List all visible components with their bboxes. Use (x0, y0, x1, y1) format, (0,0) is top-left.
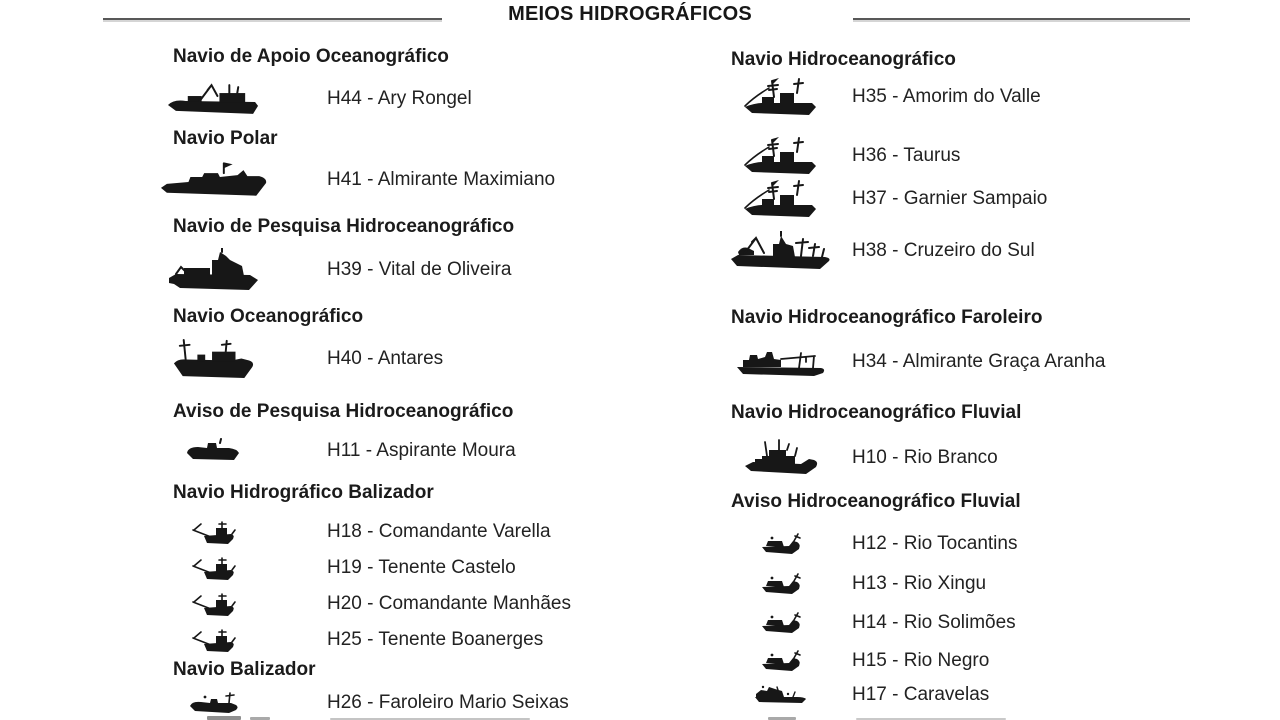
ship-buoy-tender-silhouette-icon (191, 554, 237, 581)
ship-fluvial-silhouette-icon (743, 439, 819, 476)
ship-icon-box (710, 611, 852, 635)
ship-row (710, 439, 1280, 476)
category-heading: Navio Hidrográfico Balizador (173, 482, 434, 503)
ship-hydroceanographic-silhouette-icon (742, 77, 820, 117)
ship-balizador-silhouette-icon (188, 690, 240, 715)
ship-oceanographic-silhouette-icon (170, 337, 258, 380)
ship-row (100, 626, 680, 653)
category-heading: Navio Polar (173, 128, 278, 149)
ship-label: H25 - Tenente Boanerges (327, 628, 544, 650)
ship-icon-box (100, 626, 327, 653)
ship-buoy-tender-silhouette-icon (191, 590, 237, 617)
ship-icon-box (710, 532, 852, 556)
category-heading: Navio de Apoio Oceanográfico (173, 46, 449, 67)
ship-buoy-tender-silhouette-icon (191, 518, 237, 545)
ship-label: H17 - Caravelas (852, 684, 990, 705)
ship-caravelas-silhouette-icon (753, 684, 809, 706)
ship-label: H11 - Aspirante Moura (327, 440, 516, 461)
ship-label: H39 - Vital de Oliveira (327, 259, 512, 280)
ship-row (100, 690, 680, 715)
ship-label: H38 - Cruzeiro do Sul (852, 240, 1035, 261)
ship-label: H41 - Almirante Maximiano (327, 169, 556, 190)
ship-research-silhouette-icon (166, 248, 262, 292)
ship-row (100, 554, 680, 581)
ship-small-fluvial-silhouette-icon (760, 611, 802, 635)
ship-label: H15 - Rio Negro (852, 650, 990, 671)
ship-icon-box (100, 690, 327, 715)
ship-support-crane-silhouette-icon (166, 81, 261, 117)
ship-label: H14 - Rio Solimões (852, 612, 1016, 633)
ship-icon-box (100, 554, 327, 581)
column-right (710, 0, 1280, 720)
ship-row (710, 347, 1280, 377)
ship-icon-box (710, 649, 852, 673)
page-title: MEIOS HIDROGRÁFICOS (508, 3, 752, 25)
ship-row (100, 337, 680, 380)
ship-row (100, 81, 680, 117)
ship-icon-box (100, 518, 327, 545)
ship-icon-box (710, 439, 852, 476)
category-heading: Navio de Pesquisa Hidroceanográfico (173, 216, 515, 237)
category-heading: Navio Hidroceanográfico (731, 49, 956, 70)
category-heading: Aviso de Pesquisa Hidroceanográfico (173, 401, 514, 422)
ship-row (710, 179, 1280, 219)
ship-row (100, 518, 680, 545)
ship-label: H12 - Rio Tocantins (852, 533, 1018, 554)
ship-label: H20 - Comandante Manhães (327, 592, 571, 614)
ship-row (710, 572, 1280, 596)
ship-label: H37 - Garnier Sampaio (852, 188, 1048, 209)
ship-icon-box (710, 231, 852, 271)
ship-icon-box (100, 248, 327, 292)
ship-icon-box (710, 77, 852, 117)
ship-label: H44 - Ary Rongel (327, 88, 472, 109)
category-heading: Navio Oceanográfico (173, 306, 364, 327)
ship-buoy-tender-silhouette-icon (191, 626, 237, 653)
ship-icon-box (100, 81, 327, 117)
ship-icon-box (710, 136, 852, 176)
ship-label: H13 - Rio Xingu (852, 573, 987, 594)
ship-row (710, 231, 1280, 271)
ship-row (710, 649, 1280, 673)
ship-row (100, 160, 680, 200)
ship-small-fluvial-silhouette-icon (760, 649, 802, 673)
ship-label: H35 - Amorim do Valle (852, 86, 1041, 107)
ship-hydroceanographic-silhouette-icon (742, 179, 820, 219)
column-left (100, 0, 680, 720)
ship-row (100, 590, 680, 617)
ship-label: H18 - Comandante Varella (327, 520, 551, 542)
ship-row (100, 248, 680, 292)
category-heading: Navio Hidroceanográfico Fluvial (731, 402, 1022, 423)
ship-small-fluvial-silhouette-icon (760, 532, 802, 556)
ship-icon-box (710, 179, 852, 219)
ship-icon-box (710, 572, 852, 596)
cutoff-icon-hint (207, 716, 241, 720)
ship-icon-box (100, 590, 327, 617)
ship-label: H40 - Antares (327, 347, 444, 369)
ship-icon-box (100, 160, 327, 200)
ship-polar-silhouette-icon (159, 160, 269, 200)
category-heading: Navio Hidroceanográfico Faroleiro (731, 307, 1043, 328)
ship-small-aviso-silhouette-icon (185, 438, 243, 464)
ship-icon-box (710, 347, 852, 377)
ship-crane-hydro-silhouette-icon (729, 231, 833, 271)
ship-icon-box (100, 337, 327, 380)
ship-faroleiro-silhouette-icon (735, 347, 827, 377)
ship-small-fluvial-silhouette-icon (760, 572, 802, 596)
ship-row (710, 532, 1280, 556)
ship-row (100, 438, 680, 464)
ship-row (710, 136, 1280, 176)
ship-label: H10 - Rio Branco (852, 446, 998, 468)
ship-row (710, 684, 1280, 706)
ship-label: H36 - Taurus (852, 145, 961, 166)
category-heading: Aviso Hidroceanográfico Fluvial (731, 491, 1021, 512)
ship-row (710, 77, 1280, 117)
ship-label: H26 - Faroleiro Mario Seixas (327, 691, 569, 713)
ship-icon-box (100, 438, 327, 464)
ship-label: H34 - Almirante Graça Aranha (852, 351, 1106, 372)
ship-hydroceanographic-silhouette-icon (742, 136, 820, 176)
ship-icon-box (710, 684, 852, 706)
category-heading: Navio Balizador (173, 659, 316, 680)
ship-row (710, 611, 1280, 635)
ship-label: H19 - Tenente Castelo (327, 556, 516, 578)
